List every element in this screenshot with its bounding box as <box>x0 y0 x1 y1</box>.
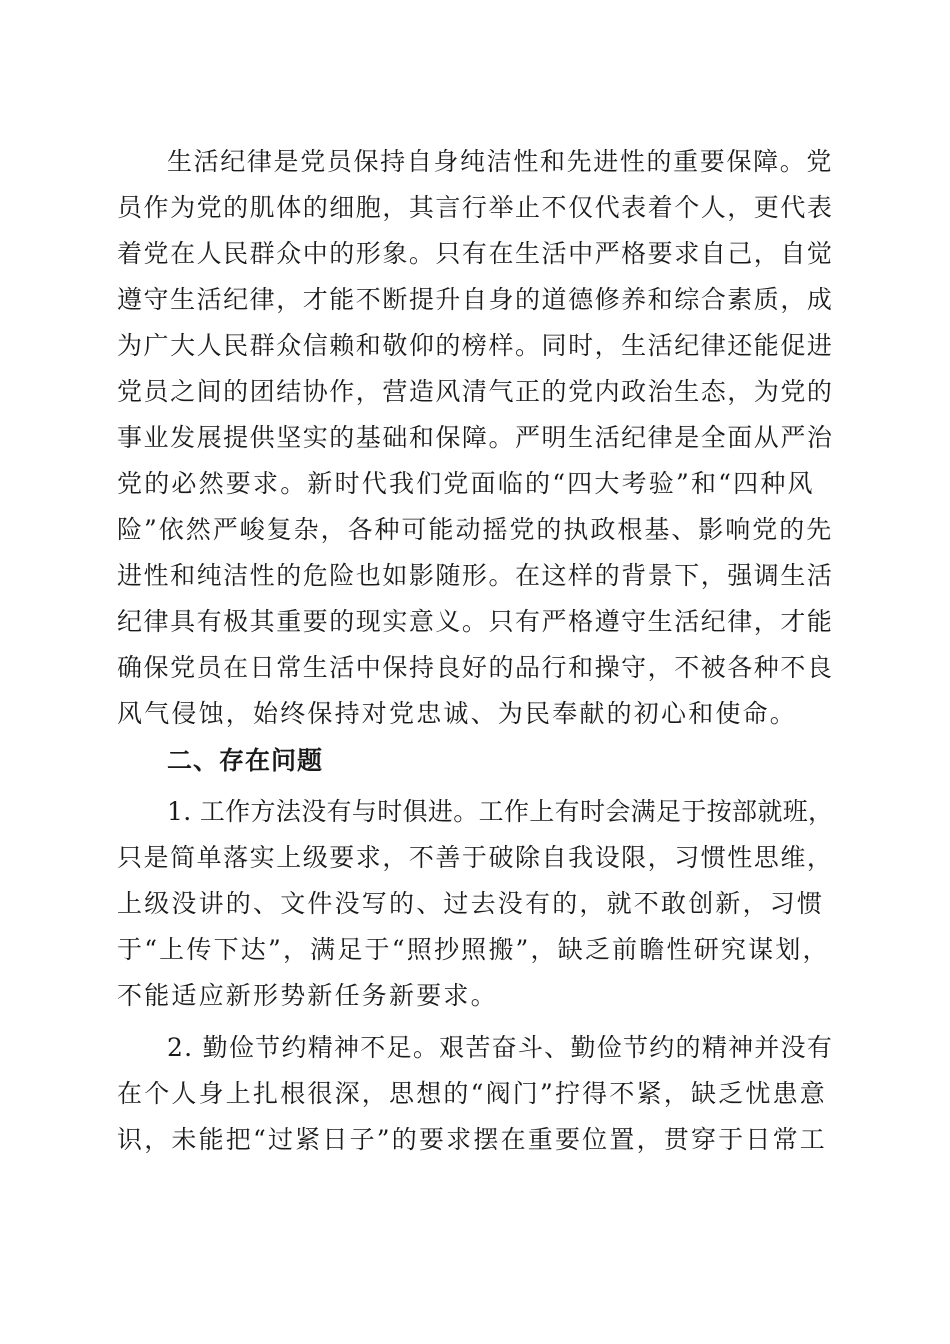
paragraph-line: 生活纪律是党员保持自身纯洁性和先进性的重要保障。党 <box>167 147 834 176</box>
paragraph-line: 为广大人民群众信赖和敬仰的榜样。同时，生活纪律还能促进 <box>117 331 834 360</box>
paragraph-line: 进性和纯洁性的危险也如影随形。在这样的背景下，强调生活 <box>117 561 834 590</box>
paragraph-line: 着党在人民群众中的形象。只有在生活中严格要求自己，自觉 <box>117 239 834 268</box>
section-heading: 二、存在问题 <box>167 746 324 775</box>
paragraph-line: 员作为党的肌体的细胞，其言行举止不仅代表着个人，更代表 <box>117 193 834 222</box>
paragraph-line: 只是简单落实上级要求，不善于破除自我设限，习惯性思维， <box>117 843 834 872</box>
paragraph-line: 于“上传下达”，满足于“照抄照搬”，缺乏前瞻性研究谋划， <box>117 935 830 964</box>
paragraph-line: 1. 工作方法没有与时俱进。工作上有时会满足于按部就班， <box>167 797 834 826</box>
paragraph-line: 不能适应新形势新任务新要求。 <box>117 981 498 1010</box>
paragraph-line: 党的必然要求。新时代我们党面临的“四大考验”和“四种风 <box>117 469 815 498</box>
paragraph-line: 事业发展提供坚实的基础和保障。严明生活纪律是全面从严治 <box>117 423 834 452</box>
paragraph-line: 确保党员在日常生活中保持良好的品行和操守，不被各种不良 <box>117 653 834 682</box>
paragraph-line: 识，未能把“过紧日子”的要求摆在重要位置，贯穿于日常工 <box>117 1125 827 1154</box>
paragraph-line: 上级没讲的、文件没写的、过去没有的，就不敢创新，习惯 <box>117 889 825 918</box>
paragraph-line: 纪律具有极其重要的现实意义。只有严格遵守生活纪律，才能 <box>117 607 834 636</box>
paragraph-line: 2. 勤俭节约精神不足。艰苦奋斗、勤俭节约的精神并没有 <box>167 1033 834 1062</box>
paragraph-line: 险”依然严峻复杂，各种可能动摇党的执政根基、影响党的先 <box>117 515 834 544</box>
paragraph-line: 遵守生活纪律，才能不断提升自身的道德修养和综合素质，成 <box>117 285 834 314</box>
paragraph-line: 党员之间的团结协作，营造风清气正的党内政治生态，为党的 <box>117 377 834 406</box>
paragraph-line: 在个人身上扎根很深，思想的“阀门”拧得不紧，缺乏忧患意 <box>117 1079 827 1108</box>
paragraph-line: 风气侵蚀，始终保持对党忠诚、为民奉献的初心和使命。 <box>117 699 798 728</box>
